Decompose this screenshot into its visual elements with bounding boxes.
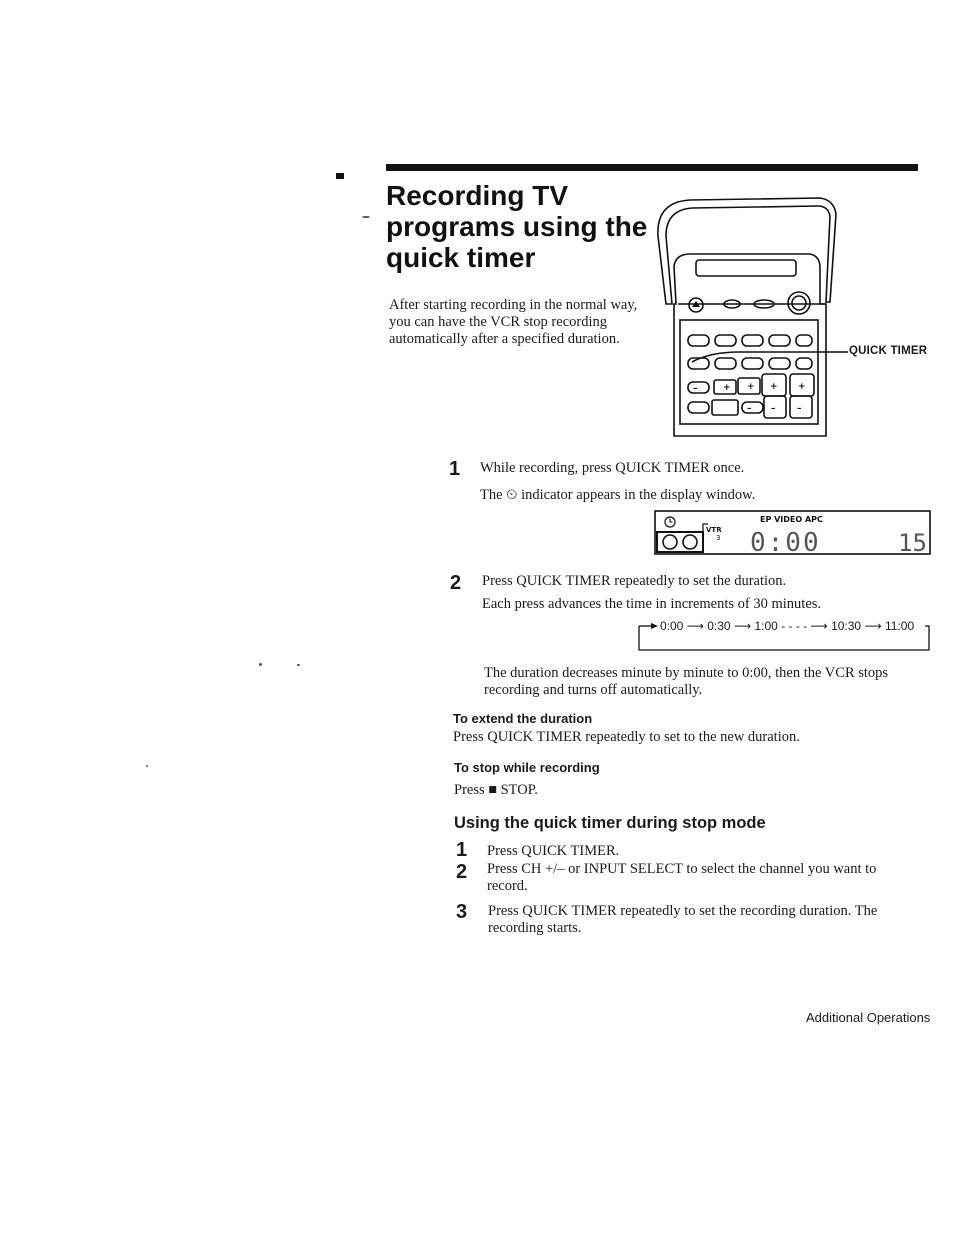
extend-heading: To extend the duration: [453, 711, 593, 726]
section-heading: Using the quick timer during stop mode: [454, 814, 766, 832]
stop-text: Press ■ STOP.: [454, 782, 538, 798]
vtr-label: VTR: [706, 526, 722, 534]
display-channel: 15: [898, 529, 927, 556]
stop-mode-step-2-text: Press CH +/– or INPUT SELECT to select the channel you want to record.: [487, 861, 877, 894]
corner-mark: [336, 173, 344, 179]
vtr-number: 3: [716, 534, 721, 542]
stop-heading: To stop while recording: [454, 760, 600, 775]
cassette-icon: [657, 524, 708, 552]
arrow-right-icon: ⟶: [686, 619, 704, 633]
extend-text: Press QUICK TIMER repeatedly to set to the new duration.: [453, 729, 800, 745]
intro-text: After starting recording in the normal way, you can have the VCR stop recording automatically after a specified duration.: [389, 297, 638, 347]
display-mode-labels: EP VIDEO APC: [760, 515, 823, 524]
remote-control-illustration: [650, 196, 850, 442]
svg-text:+: +: [747, 382, 755, 392]
seq-value: 1:00: [754, 619, 778, 633]
seq-value: 0:00: [660, 619, 684, 633]
scan-speck: [259, 663, 262, 666]
stop-mode-step-1-text: Press QUICK TIMER.: [487, 843, 620, 859]
seq-value: 10:30: [831, 619, 862, 633]
timer-clock-icon: [665, 517, 675, 527]
stop-mode-step-3-text: Press QUICK TIMER repeatedly to set the recording duration. The recording starts.: [488, 903, 878, 936]
step-2-note: Each press advances the time in increments of 30 minutes.: [482, 596, 822, 612]
quick-timer-callout-label: QUICK TIMER: [849, 345, 928, 357]
display-time: 0:00: [750, 528, 821, 556]
stop-mode-step-3-number: 3: [456, 901, 468, 923]
step-2-text: Press QUICK TIMER repeatedly to set the duration.: [482, 573, 787, 589]
footer-section-label: Additional Operations: [806, 1010, 931, 1025]
scan-speck: [146, 765, 148, 767]
page-title: Recording TV programs using the quick timer: [386, 180, 648, 273]
svg-text:–: –: [693, 384, 698, 394]
scan-speck: [362, 216, 370, 218]
svg-text:–: –: [771, 404, 776, 414]
arrow-right-icon: ⟶: [733, 619, 752, 633]
stop-mode-step-1-number: 1: [456, 839, 468, 861]
svg-text:+: +: [798, 382, 806, 392]
step-1-number: 1: [449, 458, 461, 480]
svg-text:+: +: [770, 382, 778, 392]
scan-speck: [297, 664, 300, 666]
top-rule: [386, 164, 918, 171]
seq-value: 0:30: [707, 619, 731, 633]
display-window: [654, 510, 932, 556]
arrow-right-icon: ⟶: [864, 619, 882, 633]
step-1-text: While recording, press QUICK TIMER once.: [480, 460, 745, 476]
step-2-number: 2: [450, 572, 462, 594]
seq-value: 11:00: [885, 619, 915, 633]
svg-text:–: –: [747, 404, 752, 414]
svg-text:–: –: [797, 404, 802, 414]
step-1-note: The ⏲ indicator appears in the display window.: [480, 487, 756, 503]
decrease-note: The duration decreases minute by minute to 0:00, then the VCR stops recording and turns off automatically.: [484, 665, 889, 698]
duration-sequence: [660, 619, 914, 633]
stop-mode-step-2-number: 2: [456, 861, 468, 883]
svg-text:+: +: [723, 383, 731, 393]
dashed-arrow-icon: - - - - ⟶: [781, 619, 828, 633]
